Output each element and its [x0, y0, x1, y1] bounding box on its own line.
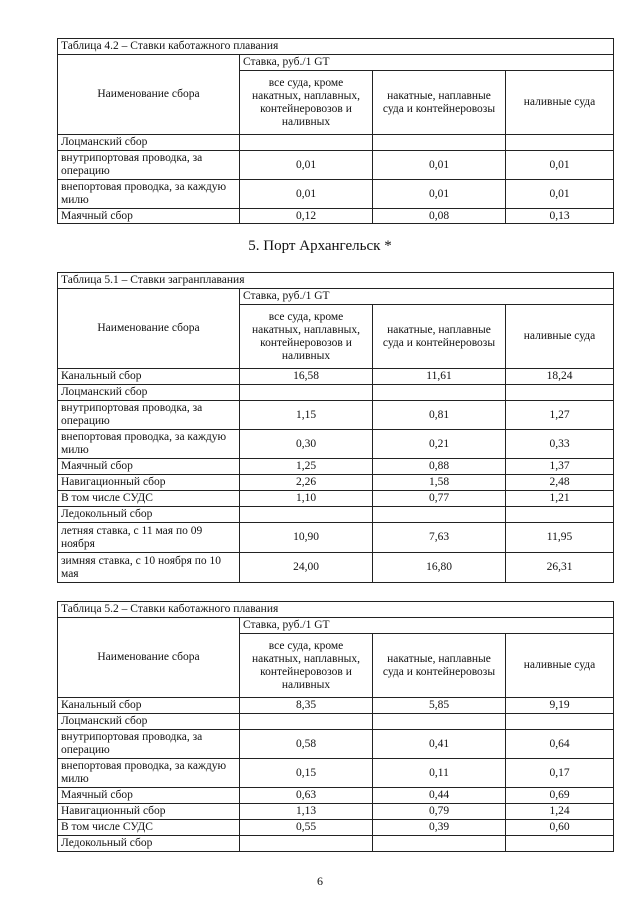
table-row	[58, 836, 614, 852]
rate-value-cell	[240, 135, 373, 151]
rate-header: Ставка, руб./1 GT	[240, 289, 614, 305]
table-caption: Таблица 5.2 – Ставки каботажного плавания	[58, 602, 614, 618]
rate-value-cell: 0,81	[373, 401, 506, 430]
rate-value-cell	[240, 507, 373, 523]
rate-value-cell: 7,63	[373, 523, 506, 553]
rate-value-cell: 1,37	[506, 459, 614, 475]
column-header-3: наливные суда	[506, 71, 614, 135]
rate-value-cell	[373, 507, 506, 523]
rate-value-cell: 0,58	[240, 730, 373, 759]
table-caption-row	[58, 602, 614, 618]
rate-value-cell: 1,10	[240, 491, 373, 507]
rate-value-cell	[373, 836, 506, 852]
rate-value-cell: 0,30	[240, 430, 373, 459]
rate-value-cell: 1,25	[240, 459, 373, 475]
rate-value-cell: 0,44	[373, 788, 506, 804]
column-header-3: наливные суда	[506, 305, 614, 369]
rate-value-cell: 5,85	[373, 698, 506, 714]
table-row	[58, 430, 614, 459]
rate-header: Ставка, руб./1 GT	[240, 618, 614, 634]
rate-value-cell: 10,90	[240, 523, 373, 553]
table-header-row	[58, 289, 614, 305]
fee-name-cell: Канальный сбор	[58, 698, 240, 714]
rate-value-cell: 1,58	[373, 475, 506, 491]
table-row	[58, 553, 614, 583]
table-row	[58, 759, 614, 788]
table-row	[58, 459, 614, 475]
rate-value-cell: 0,60	[506, 820, 614, 836]
table-caption: Таблица 5.1 – Ставки загранплавания	[58, 273, 614, 289]
rate-value-cell: 0,39	[373, 820, 506, 836]
rate-value-cell: 16,58	[240, 369, 373, 385]
fee-name-cell: внутрипортовая проводка, за операцию	[58, 730, 240, 759]
table-row	[58, 714, 614, 730]
fee-name-cell: внутрипортовая проводка, за операцию	[58, 401, 240, 430]
rate-value-cell: 0,21	[373, 430, 506, 459]
fee-name-cell: Лоцманский сбор	[58, 135, 240, 151]
rate-value-cell: 18,24	[506, 369, 614, 385]
rate-value-cell: 2,26	[240, 475, 373, 491]
table-row	[58, 491, 614, 507]
table-row	[58, 180, 614, 209]
rate-value-cell: 11,95	[506, 523, 614, 553]
fee-name-cell: Маячный сбор	[58, 788, 240, 804]
rate-value-cell: 16,80	[373, 553, 506, 583]
name-column-header: Наименование сбора	[58, 618, 240, 698]
rate-value-cell: 0,41	[373, 730, 506, 759]
table-row	[58, 788, 614, 804]
rate-value-cell: 0,01	[506, 151, 614, 180]
rate-value-cell: 0,79	[373, 804, 506, 820]
fee-name-cell: зимняя ставка, с 10 ноября по 10 мая	[58, 553, 240, 583]
fee-name-cell: летняя ставка, с 11 мая по 09 ноября	[58, 523, 240, 553]
rate-value-cell: 0,01	[240, 180, 373, 209]
table-caption: Таблица 4.2 – Ставки каботажного плавания	[58, 39, 614, 55]
rate-table	[57, 272, 614, 583]
table-caption-row	[58, 39, 614, 55]
rate-value-cell: 0,12	[240, 209, 373, 224]
rate-value-cell: 0,17	[506, 759, 614, 788]
column-header-2: накатные, наплавные суда и контейнеровозы	[373, 634, 506, 698]
rate-value-cell: 0,01	[373, 151, 506, 180]
rate-value-cell: 0,88	[373, 459, 506, 475]
rate-value-cell: 0,01	[373, 180, 506, 209]
table-row	[58, 135, 614, 151]
rate-value-cell	[506, 507, 614, 523]
rate-value-cell: 0,08	[373, 209, 506, 224]
table-caption-row	[58, 273, 614, 289]
rate-value-cell	[506, 385, 614, 401]
column-header-1: все суда, кроме накатных, наплавных, контейнеровозов и наливных	[240, 634, 373, 698]
section-heading: 5. Порт Архангельск *	[248, 238, 392, 254]
table-row	[58, 523, 614, 553]
table-header-row	[58, 55, 614, 71]
table-row	[58, 698, 614, 714]
name-column-header: Наименование сбора	[58, 55, 240, 135]
fee-name-cell: внутрипортовая проводка, за операцию	[58, 151, 240, 180]
fee-name-cell: Канальный сбор	[58, 369, 240, 385]
rate-value-cell: 0,01	[506, 180, 614, 209]
table-header-row	[58, 618, 614, 634]
rate-value-cell: 26,31	[506, 553, 614, 583]
fee-name-cell: В том числе СУДС	[58, 491, 240, 507]
rate-value-cell	[506, 714, 614, 730]
table-row	[58, 369, 614, 385]
rate-value-cell	[373, 385, 506, 401]
rate-header: Ставка, руб./1 GT	[240, 55, 614, 71]
fee-name-cell: В том числе СУДС	[58, 820, 240, 836]
table-row	[58, 475, 614, 491]
fee-name-cell: Навигационный сбор	[58, 475, 240, 491]
table-row	[58, 730, 614, 759]
column-header-2: накатные, наплавные суда и контейнеровозы	[373, 305, 506, 369]
fee-name-cell: внепортовая проводка, за каждую милю	[58, 430, 240, 459]
fee-name-cell: внепортовая проводка, за каждую милю	[58, 759, 240, 788]
fee-name-cell: Маячный сбор	[58, 459, 240, 475]
rate-value-cell: 0,13	[506, 209, 614, 224]
rate-value-cell: 0,64	[506, 730, 614, 759]
rate-value-cell	[240, 714, 373, 730]
table-row	[58, 401, 614, 430]
fee-name-cell: Лоцманский сбор	[58, 714, 240, 730]
fee-name-cell: Лоцманский сбор	[58, 385, 240, 401]
fee-name-cell: внепортовая проводка, за каждую милю	[58, 180, 240, 209]
rate-value-cell	[373, 714, 506, 730]
table-row	[58, 820, 614, 836]
table-row	[58, 804, 614, 820]
fee-name-cell: Ледокольный сбор	[58, 507, 240, 523]
rate-value-cell	[373, 135, 506, 151]
rate-value-cell: 9,19	[506, 698, 614, 714]
column-header-3: наливные суда	[506, 634, 614, 698]
column-header-1: все суда, кроме накатных, наплавных, контейнеровозов и наливных	[240, 305, 373, 369]
rate-value-cell: 0,55	[240, 820, 373, 836]
fee-name-cell: Навигационный сбор	[58, 804, 240, 820]
rate-value-cell: 24,00	[240, 553, 373, 583]
rate-value-cell: 0,33	[506, 430, 614, 459]
rate-table	[57, 601, 614, 852]
rate-value-cell: 1,27	[506, 401, 614, 430]
rate-value-cell: 0,63	[240, 788, 373, 804]
rate-value-cell: 0,15	[240, 759, 373, 788]
rate-value-cell: 1,21	[506, 491, 614, 507]
fee-name-cell: Ледокольный сбор	[58, 836, 240, 852]
rate-value-cell: 1,24	[506, 804, 614, 820]
table-row	[58, 385, 614, 401]
column-header-1: все суда, кроме накатных, наплавных, контейнеровозов и наливных	[240, 71, 373, 135]
rate-value-cell: 1,13	[240, 804, 373, 820]
rate-value-cell: 0,77	[373, 491, 506, 507]
column-header-2: накатные, наплавные суда и контейнеровозы	[373, 71, 506, 135]
table-row	[58, 209, 614, 224]
rate-table	[57, 38, 614, 224]
rate-value-cell: 8,35	[240, 698, 373, 714]
rate-value-cell: 0,69	[506, 788, 614, 804]
fee-name-cell: Маячный сбор	[58, 209, 240, 224]
rate-value-cell: 0,01	[240, 151, 373, 180]
rate-value-cell	[240, 836, 373, 852]
rate-value-cell	[240, 385, 373, 401]
rate-value-cell: 2,48	[506, 475, 614, 491]
table-row	[58, 151, 614, 180]
rate-value-cell: 1,15	[240, 401, 373, 430]
rate-value-cell	[506, 836, 614, 852]
page-number: 6	[317, 874, 323, 888]
rate-value-cell: 11,61	[373, 369, 506, 385]
rate-value-cell	[506, 135, 614, 151]
rate-value-cell: 0,11	[373, 759, 506, 788]
table-row	[58, 507, 614, 523]
name-column-header: Наименование сбора	[58, 289, 240, 369]
